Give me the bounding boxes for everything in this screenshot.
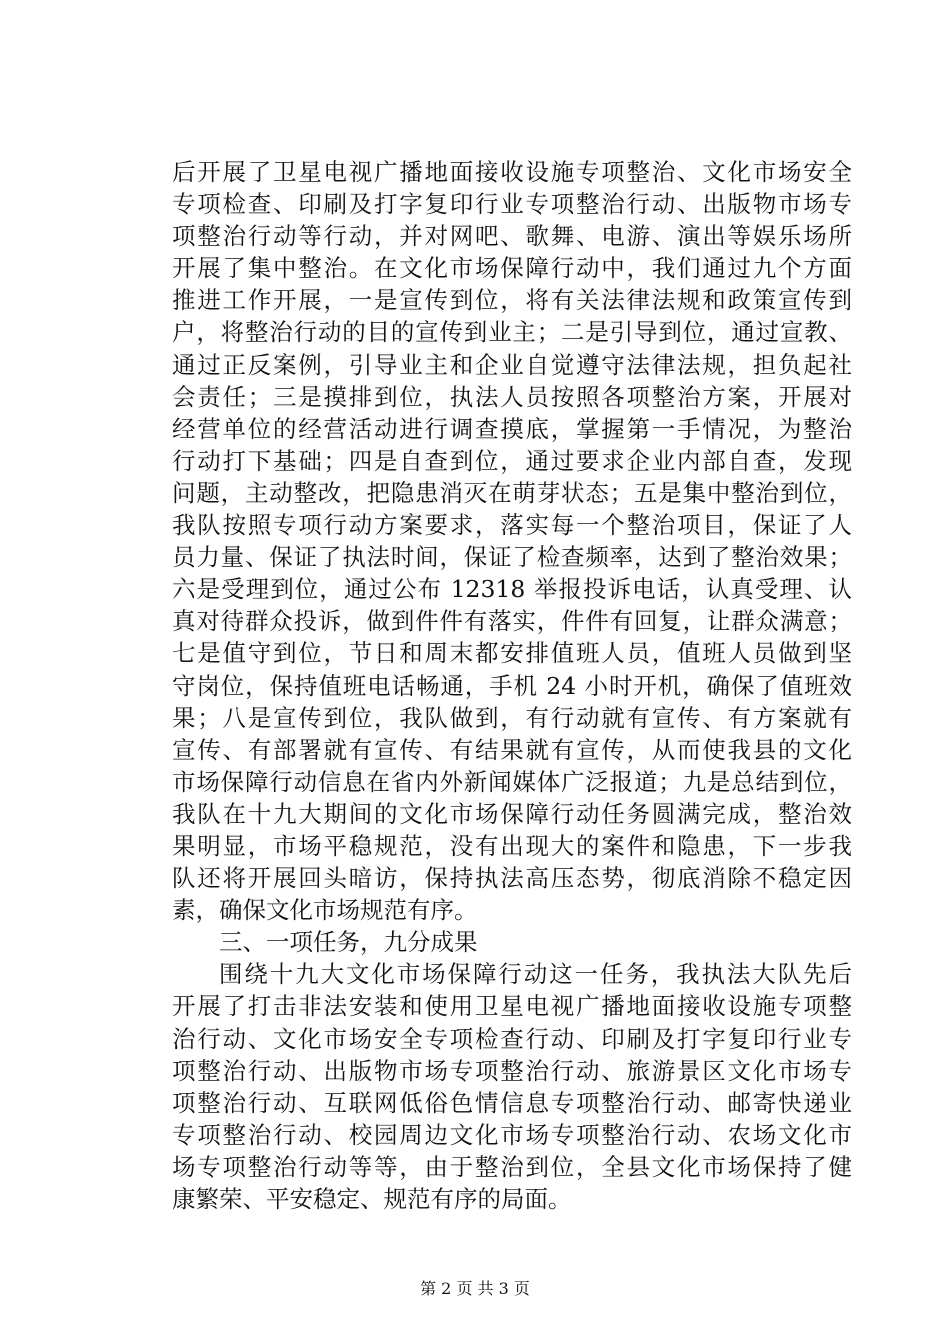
text-line: 项整治行动、出版物市场专项整治行动、旅游景区文化市场专 bbox=[172, 1056, 852, 1085]
text-line: 员力量、保证了执法时间，保证了检查频率，达到了整治效果； bbox=[172, 543, 852, 572]
text-line: 康繁荣、平安稳定、规范有序的局面。 bbox=[172, 1185, 572, 1213]
text-line: 推进工作开展，一是宣传到位，将有关法律法规和政策宣传到 bbox=[172, 286, 852, 315]
text-line: 治行动、文化市场安全专项检查行动、印刷及打字复印行业专 bbox=[172, 1024, 852, 1053]
text-line: 会责任；三是摸排到位，执法人员按照各项整治方案，开展对 bbox=[172, 382, 852, 411]
text-line: 户，将整治行动的目的宣传到业主；二是引导到位，通过宣教、 bbox=[172, 318, 852, 347]
text-line: 开展了集中整治。在文化市场保障行动中，我们通过九个方面 bbox=[172, 254, 852, 283]
text-line: 项整治行动、互联网低俗色情信息专项整治行动、邮寄快递业 bbox=[172, 1088, 852, 1117]
text-line: 果明显，市场平稳规范，没有出现大的案件和隐患，下一步我 bbox=[172, 831, 852, 860]
text-line: 经营单位的经营活动进行调查摸底，掌握第一手情况，为整治 bbox=[172, 414, 852, 443]
text-line: 专项检查、印刷及打字复印行业专项整治行动、出版物市场专 bbox=[172, 190, 852, 219]
text-line: 队还将开展回头暗访，保持执法高压态势，彻底消除不稳定因 bbox=[172, 864, 852, 893]
text-line: 六是受理到位，通过公布 12318 举报投诉电话，认真受理、认 bbox=[172, 575, 852, 604]
text-line: 真对待群众投诉，做到件件有落实，件件有回复，让群众满意； bbox=[172, 607, 852, 636]
text-line: 后开展了卫星电视广播地面接收设施专项整治、文化市场安全 bbox=[172, 158, 852, 186]
text-line: 守岗位，保持值班电话畅通，手机 24 小时开机，确保了值班效 bbox=[172, 671, 852, 700]
text-line: 专项整治行动、校园周边文化市场专项整治行动、农场文化市 bbox=[172, 1120, 852, 1149]
section-heading: 三、一项任务，九分成果 bbox=[219, 928, 478, 957]
text-line: 项整治行动等行动，并对网吧、歌舞、电游、演出等娱乐场所 bbox=[172, 222, 852, 251]
text-line: 市场保障行动信息在省内外新闻媒体广泛报道；九是总结到位， bbox=[172, 767, 852, 796]
text-line: 我队在十九大期间的文化市场保障行动任务圆满完成，整治效 bbox=[172, 799, 852, 828]
text-line: 通过正反案例，引导业主和企业自觉遵守法律法规，担负起社 bbox=[172, 350, 852, 379]
body-text bbox=[172, 156, 852, 1215]
text-line: 我队按照专项行动方案要求，落实每一个整治项目，保证了人 bbox=[172, 511, 852, 540]
text-line: 行动打下基础；四是自查到位，通过要求企业内部自查，发现 bbox=[172, 446, 852, 475]
text-line: 开展了打击非法安装和使用卫星电视广播地面接收设施专项整 bbox=[172, 992, 852, 1021]
text-line: 问题，主动整改，把隐患消灭在萌芽状态；五是集中整治到位， bbox=[172, 478, 852, 507]
page-footer: 第 2 页 共 3 页 bbox=[420, 1279, 530, 1298]
text-line: 围绕十九大文化市场保障行动这一任务，我执法大队先后 bbox=[219, 960, 852, 989]
text-line: 七是值守到位，节日和周末都安排值班人员，值班人员做到坚 bbox=[172, 639, 852, 668]
text-line: 场专项整治行动等等，由于整治到位，全县文化市场保持了健 bbox=[172, 1152, 852, 1181]
text-line: 果；八是宣传到位，我队做到，有行动就有宣传、有方案就有 bbox=[172, 703, 852, 732]
text-line: 素，确保文化市场规范有序。 bbox=[172, 896, 478, 925]
text-line: 宣传、有部署就有宣传、有结果就有宣传，从而使我县的文化 bbox=[172, 735, 852, 764]
